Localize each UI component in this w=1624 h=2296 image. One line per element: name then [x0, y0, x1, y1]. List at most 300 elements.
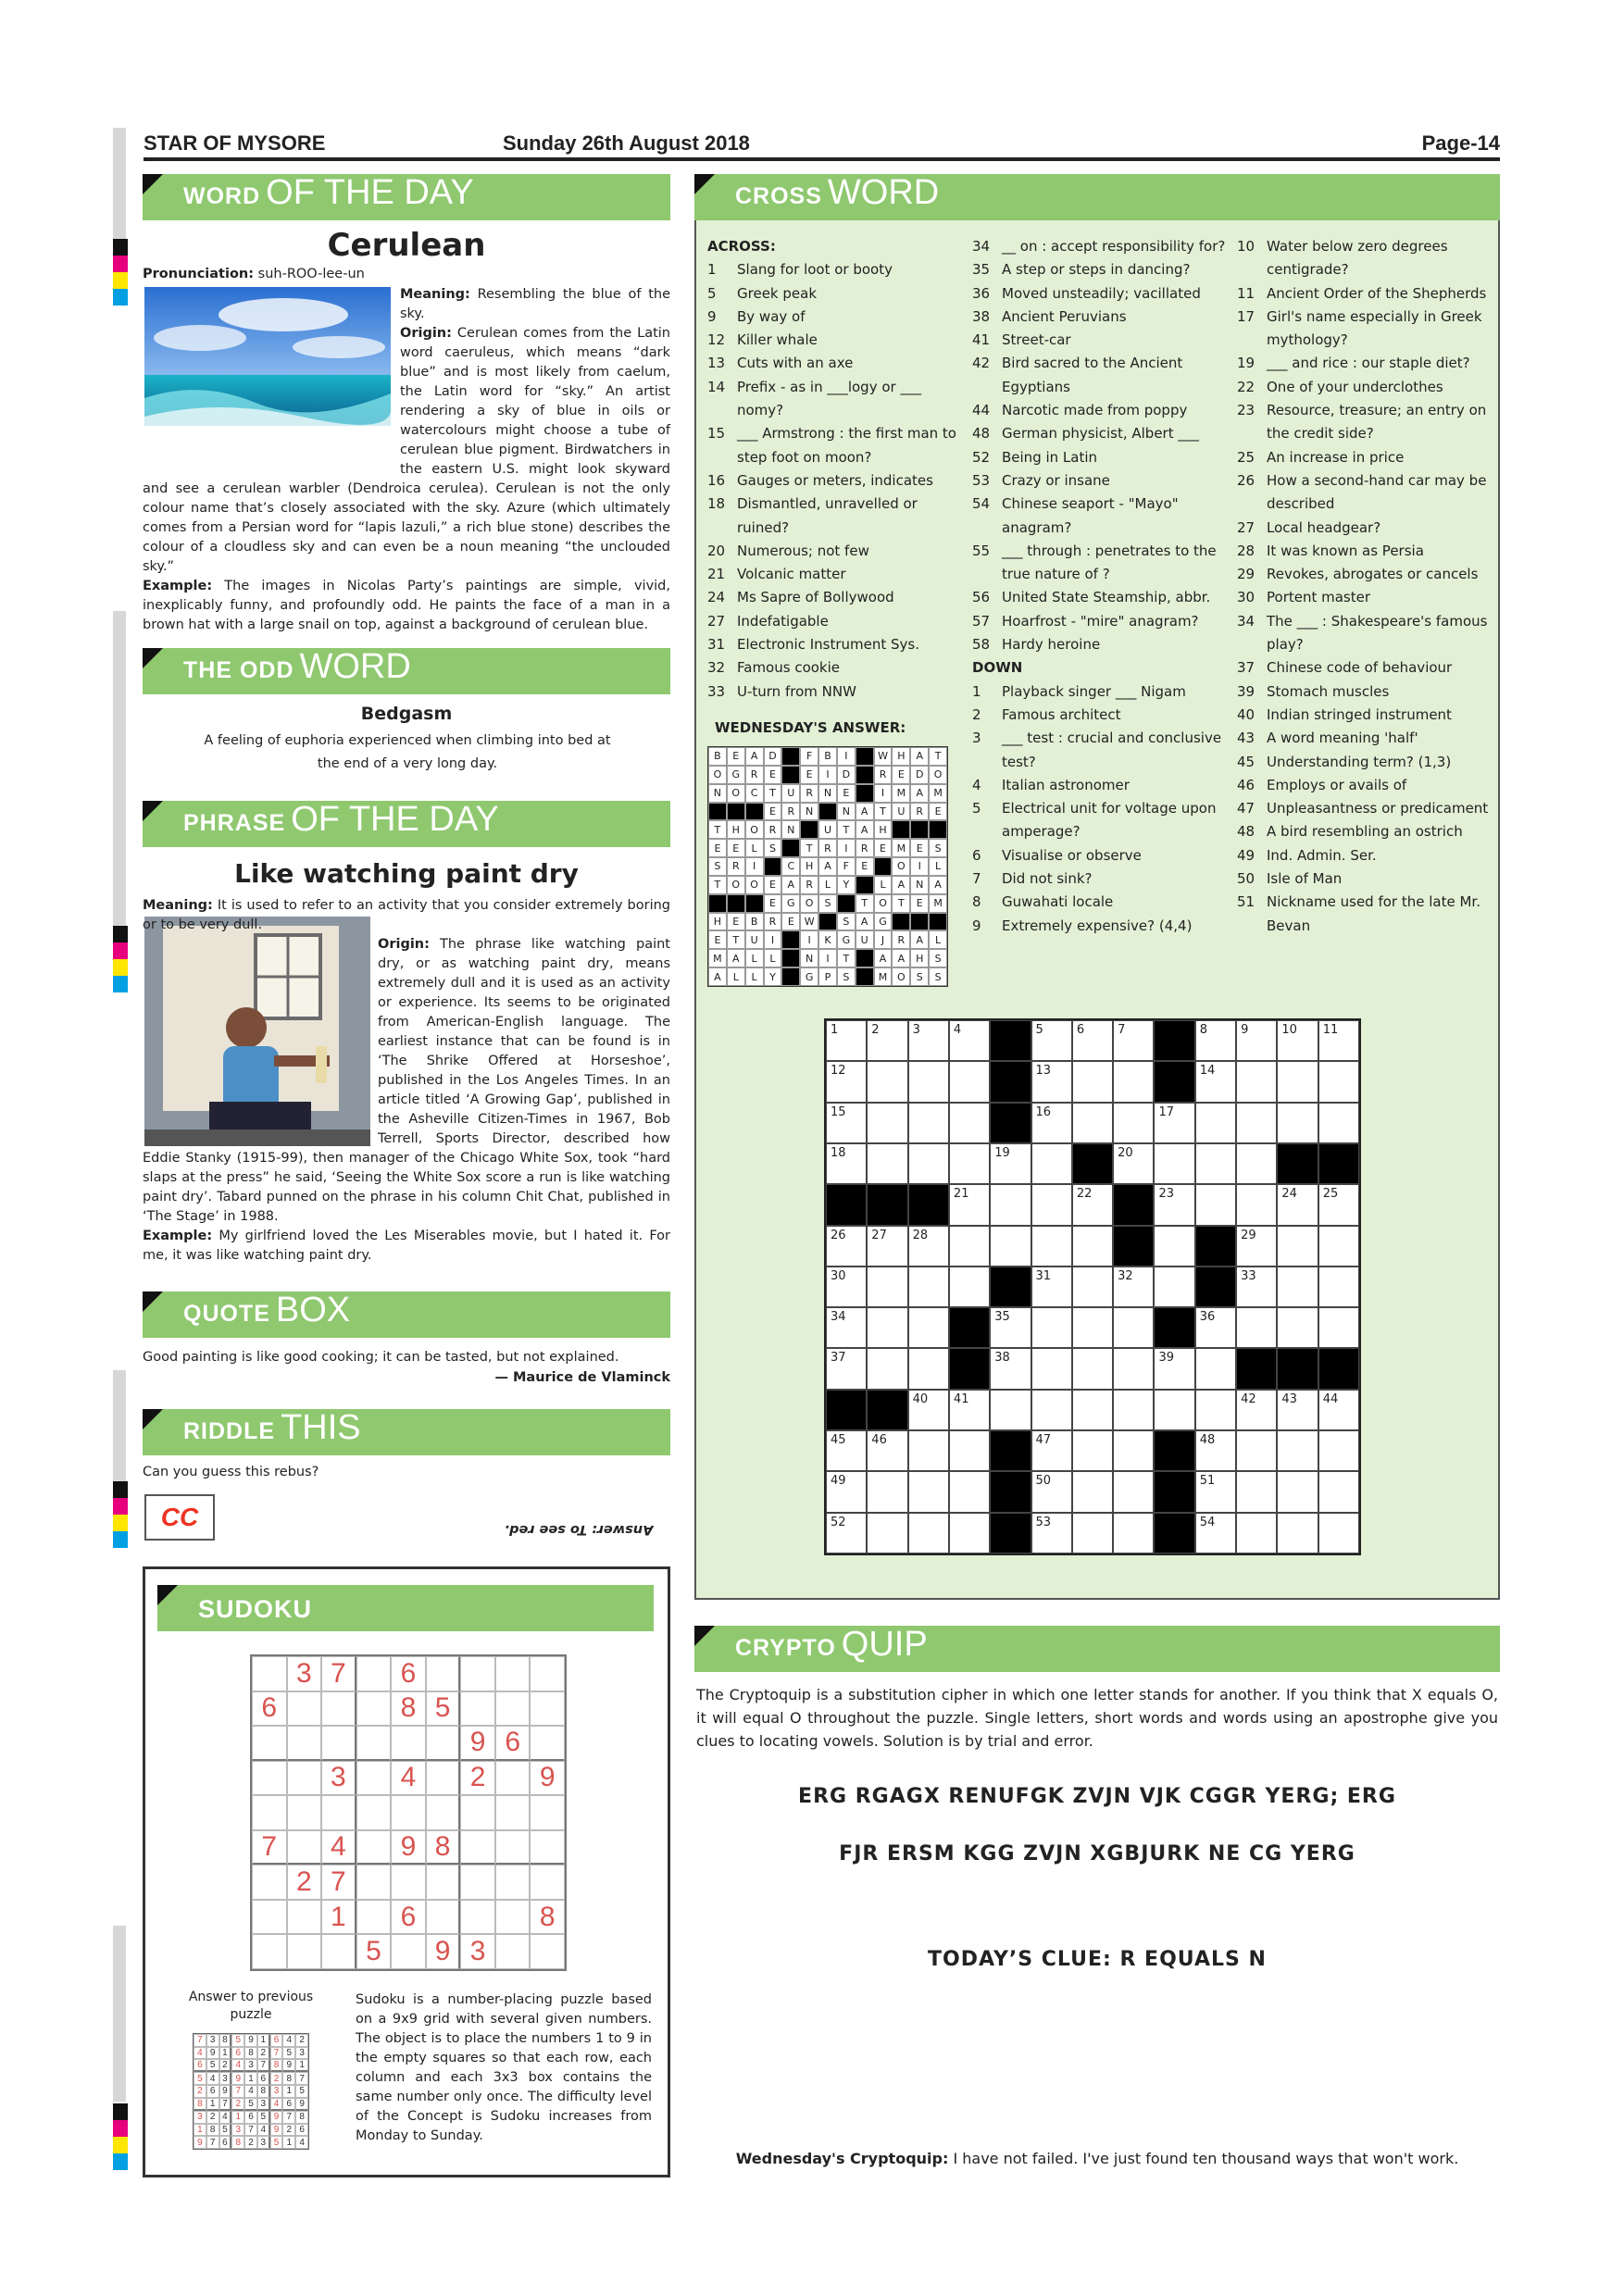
- wed-cell: [892, 820, 910, 839]
- across-clues-col1: [707, 235, 962, 740]
- crossword-cell[interactable]: [949, 1390, 990, 1430]
- sudoku-cell: 3: [460, 1934, 495, 1969]
- crossword-cell[interactable]: [1318, 1020, 1359, 1061]
- pronunciation: Pronunciation: suh-ROO-lee-un: [143, 267, 365, 281]
- wed-cell: O: [929, 766, 947, 784]
- sudoku-cell[interactable]: [530, 1795, 565, 1830]
- sudoku-cell[interactable]: [252, 1656, 287, 1691]
- clue-number: 1: [707, 261, 717, 279]
- crossword-cell[interactable]: [1113, 1513, 1154, 1554]
- crossword-cell[interactable]: [867, 1513, 907, 1554]
- sudoku-cell[interactable]: [495, 1865, 531, 1900]
- wed-cell: T: [708, 820, 727, 839]
- crossword-cell[interactable]: [949, 1267, 990, 1307]
- sudoku-cell[interactable]: [287, 1726, 322, 1761]
- sudoku-cell[interactable]: [356, 1691, 392, 1727]
- sudoku-cell[interactable]: [252, 1795, 287, 1830]
- crossword-cell[interactable]: [1031, 1061, 1072, 1102]
- crossword-cell[interactable]: [908, 1348, 949, 1389]
- sudoku-cell[interactable]: [391, 1865, 426, 1900]
- crossword-cell[interactable]: [1277, 1307, 1318, 1348]
- crossword-cell[interactable]: [1318, 1513, 1359, 1554]
- clue-text: Ancient Peruvians: [1002, 307, 1127, 325]
- crossword-cell[interactable]: [1072, 1513, 1113, 1554]
- wednesday-answer-grid: [707, 746, 948, 987]
- crossword-cell[interactable]: [1072, 1103, 1113, 1143]
- sudoku-cell[interactable]: [530, 1865, 565, 1900]
- crossword-cell[interactable]: [1277, 1471, 1318, 1512]
- clue-text: ___ and rice : our staple diet?: [1267, 355, 1470, 372]
- crossword-cell[interactable]: [1236, 1184, 1277, 1225]
- wed-cell: A: [910, 784, 929, 803]
- sudoku-cell[interactable]: [321, 1934, 356, 1969]
- clue-text: Famous cookie: [737, 659, 841, 677]
- sudoku-cell[interactable]: [287, 1900, 322, 1935]
- crossword-cell[interactable]: [1277, 1430, 1318, 1471]
- wed-cell: A: [892, 949, 910, 967]
- crossword-cell[interactable]: [1236, 1020, 1277, 1061]
- wed-cell: H: [910, 949, 929, 967]
- crossword-cell[interactable]: [1195, 1103, 1236, 1143]
- sudoku-cell[interactable]: [530, 1726, 565, 1761]
- wed-cell: I: [745, 857, 764, 876]
- crossword-cell[interactable]: [1072, 1430, 1113, 1471]
- crossword-cell[interactable]: [1072, 1390, 1113, 1430]
- clue-text: ___ Armstrong : the first man to step foot on moon?: [737, 425, 956, 466]
- prev-sudoku-cell: 9: [244, 2034, 257, 2047]
- crossword-cell[interactable]: [990, 1390, 1031, 1430]
- prev-sudoku-cell: 6: [244, 2111, 257, 2124]
- crossword-cell[interactable]: [1236, 1226, 1277, 1267]
- crossword-cell[interactable]: [1031, 1226, 1072, 1267]
- clue-text: Portent master: [1267, 589, 1371, 606]
- clue-number: 11: [1237, 284, 1255, 302]
- crossword-cell[interactable]: [1277, 1184, 1318, 1225]
- sudoku-cell[interactable]: [495, 1830, 531, 1866]
- sudoku-cell: 8: [426, 1830, 461, 1866]
- crossword-cell[interactable]: [1031, 1103, 1072, 1143]
- wed-cell: E: [892, 766, 910, 784]
- crossword-cell[interactable]: [1113, 1020, 1154, 1061]
- crossword-black-cell: [1236, 1348, 1277, 1389]
- crossword-cell[interactable]: [1318, 1471, 1359, 1512]
- crossword-black-cell: [1277, 1143, 1318, 1184]
- crossword-cell[interactable]: [1113, 1348, 1154, 1389]
- crossword-cell[interactable]: [826, 1307, 867, 1348]
- wed-cell: A: [910, 747, 929, 766]
- sudoku-cell[interactable]: [530, 1691, 565, 1727]
- crossword-cell[interactable]: [826, 1348, 867, 1389]
- wed-cell: T: [837, 949, 856, 967]
- sudoku-cell[interactable]: [356, 1726, 392, 1761]
- crossword-cell[interactable]: [1236, 1471, 1277, 1512]
- crossword-cell[interactable]: [1031, 1267, 1072, 1307]
- sudoku-cell[interactable]: [426, 1795, 461, 1830]
- sudoku-cell[interactable]: [321, 1726, 356, 1761]
- sudoku-cell[interactable]: [426, 1900, 461, 1935]
- crossword-cell[interactable]: [908, 1103, 949, 1143]
- sudoku-cell[interactable]: [495, 1795, 531, 1830]
- sudoku-cell[interactable]: [391, 1934, 426, 1969]
- wed-cell: N: [837, 803, 856, 821]
- wed-cell: E: [856, 857, 874, 876]
- crossword-cell[interactable]: [1072, 1267, 1113, 1307]
- crossword-cell[interactable]: [949, 1143, 990, 1184]
- crossword-cell[interactable]: [867, 1103, 907, 1143]
- crossword-cell[interactable]: [1154, 1226, 1194, 1267]
- sudoku-cell[interactable]: [426, 1726, 461, 1761]
- crossword-cell[interactable]: [1236, 1267, 1277, 1307]
- crossword-cell[interactable]: [949, 1226, 990, 1267]
- crossword-cell[interactable]: [867, 1020, 907, 1061]
- clue-number: 53: [972, 471, 991, 489]
- wed-cell: [874, 857, 893, 876]
- sudoku-cell[interactable]: [426, 1761, 461, 1796]
- prev-sudoku-cell: 7: [194, 2034, 206, 2047]
- clue-down2-40: [1237, 704, 1498, 727]
- crossword-black-cell: [1318, 1348, 1359, 1389]
- crossword-cell[interactable]: [990, 1184, 1031, 1225]
- clue-down2-10: [1237, 235, 1498, 282]
- crossword-cell[interactable]: [908, 1061, 949, 1102]
- crossword-cell[interactable]: [1154, 1184, 1194, 1225]
- crossword-cell[interactable]: [1195, 1430, 1236, 1471]
- crossword-black-cell: [826, 1184, 867, 1225]
- wed-cell: [818, 913, 837, 931]
- crossword-cell[interactable]: [826, 1513, 867, 1554]
- clue-number: 7: [972, 870, 981, 888]
- crossword-cell[interactable]: [867, 1307, 907, 1348]
- sudoku-cell[interactable]: [460, 1865, 495, 1900]
- sudoku-cell[interactable]: [495, 1934, 531, 1969]
- crossword-cell[interactable]: [1031, 1307, 1072, 1348]
- crossword-cell[interactable]: [1318, 1390, 1359, 1430]
- crossword-cell[interactable]: [826, 1103, 867, 1143]
- crossword-cell[interactable]: [1113, 1267, 1154, 1307]
- clue-across2-55: [972, 540, 1227, 587]
- crossword-cell[interactable]: [1318, 1184, 1359, 1225]
- clue-number: 58: [972, 636, 991, 654]
- crossword-cell[interactable]: [1113, 1430, 1154, 1471]
- prev-sudoku-cell: 1: [194, 2124, 206, 2137]
- clue-number: 28: [1237, 542, 1255, 559]
- crossword-cell[interactable]: [1195, 1143, 1236, 1184]
- crossword-cell[interactable]: [1154, 1103, 1194, 1143]
- sudoku-cell[interactable]: [391, 1795, 426, 1830]
- clue-number: 44: [972, 402, 991, 419]
- crossword-cell[interactable]: [867, 1471, 907, 1512]
- sudoku-cell[interactable]: [252, 1865, 287, 1900]
- prev-sudoku-cell: 8: [282, 2072, 295, 2085]
- clue-number: 25: [1237, 448, 1255, 466]
- clue-across-32: [707, 656, 962, 680]
- crossword-cell[interactable]: [1031, 1184, 1072, 1225]
- clue-across-15: [707, 422, 962, 469]
- crossword-cell[interactable]: [908, 1390, 949, 1430]
- crossword-cell[interactable]: [1195, 1348, 1236, 1389]
- wed-cell: E: [929, 803, 947, 821]
- crossword-cell[interactable]: [1236, 1143, 1277, 1184]
- crossword-cell[interactable]: [1236, 1390, 1277, 1430]
- crossword-cell[interactable]: [1154, 1143, 1194, 1184]
- sudoku-cell[interactable]: [495, 1761, 531, 1796]
- crossword-cell[interactable]: [1031, 1513, 1072, 1554]
- sudoku-cell[interactable]: [287, 1691, 322, 1727]
- crossword-cell[interactable]: [1072, 1184, 1113, 1225]
- cell-number: 53: [1035, 1515, 1052, 1529]
- sudoku-cell[interactable]: [356, 1865, 392, 1900]
- crossword-cell[interactable]: [949, 1471, 990, 1512]
- crossword-cell[interactable]: [1195, 1471, 1236, 1512]
- wed-cell: E: [910, 839, 929, 857]
- wed-cell: [727, 803, 745, 821]
- sudoku-cell[interactable]: [252, 1900, 287, 1935]
- crossword-cell[interactable]: [1195, 1513, 1236, 1554]
- crossword-cell[interactable]: [1113, 1390, 1154, 1430]
- prev-sudoku-cell: 1: [282, 2136, 295, 2149]
- crossword-cell[interactable]: [1113, 1103, 1154, 1143]
- cell-number: 28: [912, 1228, 929, 1242]
- crossword-cell[interactable]: [826, 1471, 867, 1512]
- sudoku-cell[interactable]: [321, 1795, 356, 1830]
- clue-down-4: [972, 774, 1227, 797]
- wed-cell: E: [708, 930, 727, 949]
- clue-text: Girl's name especially in Greek mythology?: [1267, 307, 1482, 349]
- wed-cell: R: [764, 820, 782, 839]
- clue-text: Greek peak: [737, 284, 818, 302]
- crossword-cell[interactable]: [1277, 1267, 1318, 1307]
- sudoku-cell[interactable]: [460, 1795, 495, 1830]
- crossword-cell[interactable]: [949, 1061, 990, 1102]
- crossword-cell[interactable]: [826, 1061, 867, 1102]
- sudoku-cell[interactable]: [495, 1656, 531, 1691]
- clue-number: 34: [972, 238, 991, 255]
- clue-text: Guwahati locale: [1002, 893, 1114, 911]
- sudoku-cell[interactable]: [252, 1726, 287, 1761]
- sudoku-cell[interactable]: [356, 1761, 392, 1796]
- crossword-cell[interactable]: [1154, 1390, 1194, 1430]
- crossword-cell[interactable]: [1277, 1226, 1318, 1267]
- crossword-cell[interactable]: [867, 1348, 907, 1389]
- crossword-cell[interactable]: [1318, 1103, 1359, 1143]
- crossword-cell[interactable]: [867, 1226, 907, 1267]
- prev-sudoku-cell: 2: [206, 2111, 219, 2124]
- crossword-cell[interactable]: [1277, 1390, 1318, 1430]
- wed-cell: A: [929, 876, 947, 894]
- wed-cell: O: [874, 894, 893, 913]
- crossword-cell[interactable]: [949, 1184, 990, 1225]
- crossword-cell[interactable]: [1195, 1307, 1236, 1348]
- crossword-cell[interactable]: [908, 1143, 949, 1184]
- crossword-cell[interactable]: [1072, 1307, 1113, 1348]
- crossword-cell[interactable]: [990, 1226, 1031, 1267]
- sudoku-cell[interactable]: [426, 1865, 461, 1900]
- crossword-cell[interactable]: [1072, 1226, 1113, 1267]
- cell-number: 17: [1158, 1104, 1174, 1119]
- sudoku-cell[interactable]: [460, 1830, 495, 1866]
- clue-text: Chinese code of behaviour: [1267, 659, 1453, 677]
- sudoku-cell[interactable]: [356, 1795, 392, 1830]
- crossword-cell[interactable]: [1318, 1307, 1359, 1348]
- crossword-cell[interactable]: [1072, 1471, 1113, 1512]
- crossword-cell[interactable]: [1195, 1020, 1236, 1061]
- prev-sudoku-cell: 9: [270, 2124, 283, 2137]
- crossword-cell[interactable]: [1318, 1430, 1359, 1471]
- crossword-cell[interactable]: [1195, 1184, 1236, 1225]
- clue-text: Killer whale: [737, 331, 818, 349]
- crossword-cell[interactable]: [1318, 1267, 1359, 1307]
- clue-text: Isle of Man: [1267, 870, 1343, 888]
- crossword-cell[interactable]: [867, 1430, 907, 1471]
- clue-across-31: [707, 633, 962, 656]
- wed-cell: [781, 949, 800, 967]
- wed-cell: A: [910, 930, 929, 949]
- wed-cell: M: [892, 839, 910, 857]
- crossword-black-cell: [1277, 1348, 1318, 1389]
- clue-down-1: [972, 680, 1227, 704]
- crossword-cell[interactable]: [1277, 1103, 1318, 1143]
- sudoku-cell[interactable]: [530, 1656, 565, 1691]
- wed-cell: [856, 747, 874, 766]
- wed-cell: [818, 803, 837, 821]
- crossword-cell[interactable]: [990, 1348, 1031, 1389]
- crossword-cell[interactable]: [1072, 1061, 1113, 1102]
- crossword-cell[interactable]: [1031, 1348, 1072, 1389]
- crossword-cell[interactable]: [1072, 1020, 1113, 1061]
- crossword-cell[interactable]: [990, 1143, 1031, 1184]
- cell-number: 3: [912, 1023, 920, 1037]
- wed-cell: O: [708, 766, 727, 784]
- crossword-cell[interactable]: [867, 1061, 907, 1102]
- crossword-cell[interactable]: [908, 1471, 949, 1512]
- crossword-cell[interactable]: [908, 1430, 949, 1471]
- crossword-cell[interactable]: [908, 1267, 949, 1307]
- crossword-cell[interactable]: [826, 1226, 867, 1267]
- crossword-cell[interactable]: [1031, 1471, 1072, 1512]
- sudoku-cell[interactable]: [391, 1726, 426, 1761]
- crossword-grid[interactable]: [824, 1018, 1361, 1555]
- sudoku-grid[interactable]: [250, 1654, 567, 1971]
- crossword-cell[interactable]: [867, 1267, 907, 1307]
- crossword-cell[interactable]: [826, 1143, 867, 1184]
- crossword-cell[interactable]: [1154, 1348, 1194, 1389]
- crossword-cell[interactable]: [949, 1020, 990, 1061]
- sudoku-cell[interactable]: [356, 1900, 392, 1935]
- cell-number: 42: [1241, 1391, 1256, 1406]
- crossword-cell[interactable]: [908, 1226, 949, 1267]
- crossword-cell[interactable]: [1277, 1020, 1318, 1061]
- crossword-cell[interactable]: [826, 1430, 867, 1471]
- crossword-cell[interactable]: [1031, 1143, 1072, 1184]
- crossword-cell[interactable]: [1236, 1513, 1277, 1554]
- wed-cell: O: [892, 967, 910, 986]
- sudoku-cell[interactable]: [495, 1900, 531, 1935]
- sudoku-cell[interactable]: [460, 1656, 495, 1691]
- wed-cell: M: [874, 967, 893, 986]
- crossword-cell[interactable]: [1277, 1513, 1318, 1554]
- crossword-cell[interactable]: [867, 1143, 907, 1184]
- prev-sudoku-cell: 4: [206, 2072, 219, 2085]
- crossword-cell[interactable]: [1236, 1430, 1277, 1471]
- crossword-cell[interactable]: [1113, 1471, 1154, 1512]
- wed-cell: [727, 894, 745, 913]
- sudoku-cell[interactable]: [252, 1761, 287, 1796]
- crossword-cell[interactable]: [1072, 1348, 1113, 1389]
- crossword-cell[interactable]: [1195, 1061, 1236, 1102]
- sudoku-cell[interactable]: [426, 1656, 461, 1691]
- cell-number: 33: [1241, 1268, 1256, 1283]
- crossword-cell[interactable]: [1031, 1020, 1072, 1061]
- sudoku-cell[interactable]: [287, 1795, 322, 1830]
- clue-text: Visualise or observe: [1002, 846, 1142, 864]
- crossword-cell[interactable]: [908, 1307, 949, 1348]
- crossword-cell[interactable]: [1277, 1061, 1318, 1102]
- cell-number: 14: [1199, 1064, 1216, 1079]
- crossword-cell[interactable]: [908, 1020, 949, 1061]
- sudoku-cell[interactable]: [530, 1830, 565, 1866]
- prev-sudoku-cell: 4: [295, 2136, 308, 2149]
- wed-cell: [781, 747, 800, 766]
- sudoku-cell[interactable]: [460, 1691, 495, 1727]
- cell-number: 19: [994, 1145, 1010, 1160]
- sudoku-cell[interactable]: [287, 1830, 322, 1866]
- cell-number: 16: [1035, 1104, 1052, 1119]
- clue-number: 49: [1237, 846, 1255, 864]
- sudoku-cell[interactable]: [530, 1934, 565, 1969]
- crossword-cell[interactable]: [949, 1103, 990, 1143]
- sudoku-cell[interactable]: [287, 1761, 322, 1796]
- cell-number: 41: [953, 1391, 969, 1406]
- crossword-cell[interactable]: [1113, 1143, 1154, 1184]
- sudoku-cell[interactable]: [460, 1900, 495, 1935]
- crossword-cell[interactable]: [826, 1267, 867, 1307]
- cell-number: 13: [1035, 1064, 1052, 1079]
- wed-cell: [856, 766, 874, 784]
- clue-down-9: [972, 915, 1227, 938]
- crossword-cell[interactable]: [1113, 1307, 1154, 1348]
- sudoku-cell[interactable]: [356, 1656, 392, 1691]
- crossword-cell[interactable]: [1031, 1430, 1072, 1471]
- sudoku-cell[interactable]: [495, 1691, 531, 1727]
- sudoku-cell[interactable]: [287, 1934, 322, 1969]
- crossword-cell[interactable]: [949, 1430, 990, 1471]
- page-header: [144, 128, 1500, 161]
- crossword-cell[interactable]: [826, 1020, 867, 1061]
- crossword-cell[interactable]: [1113, 1061, 1154, 1102]
- crossword-cell[interactable]: [990, 1307, 1031, 1348]
- across-label: ACROSS:: [707, 238, 776, 255]
- clue-number: 36: [972, 284, 991, 302]
- crossword-cell[interactable]: [1318, 1061, 1359, 1102]
- clue-text: Hardy heroine: [1002, 636, 1101, 654]
- sudoku-cell[interactable]: [252, 1934, 287, 1969]
- crossword-cell[interactable]: [1195, 1390, 1236, 1430]
- prev-sudoku-cell: 2: [282, 2124, 295, 2137]
- crossword-cell[interactable]: [908, 1513, 949, 1554]
- clue-number: 9: [972, 917, 981, 934]
- crossword-cell[interactable]: [949, 1513, 990, 1554]
- clue-down2-39: [1237, 680, 1498, 704]
- crossword-cell[interactable]: [1154, 1267, 1194, 1307]
- crossword-cell[interactable]: [1318, 1226, 1359, 1267]
- sudoku-cell[interactable]: [356, 1830, 392, 1866]
- crossword-cell[interactable]: [1236, 1061, 1277, 1102]
- crossword-cell[interactable]: [1236, 1307, 1277, 1348]
- crossword-cell[interactable]: [1236, 1103, 1277, 1143]
- cryptoquip-line1: ERG RGAGX RENUFGK ZVJN VJK CGGR YERG; ERG: [798, 1785, 1396, 1808]
- crossword-cell[interactable]: [1031, 1390, 1072, 1430]
- sudoku-cell[interactable]: [321, 1691, 356, 1727]
